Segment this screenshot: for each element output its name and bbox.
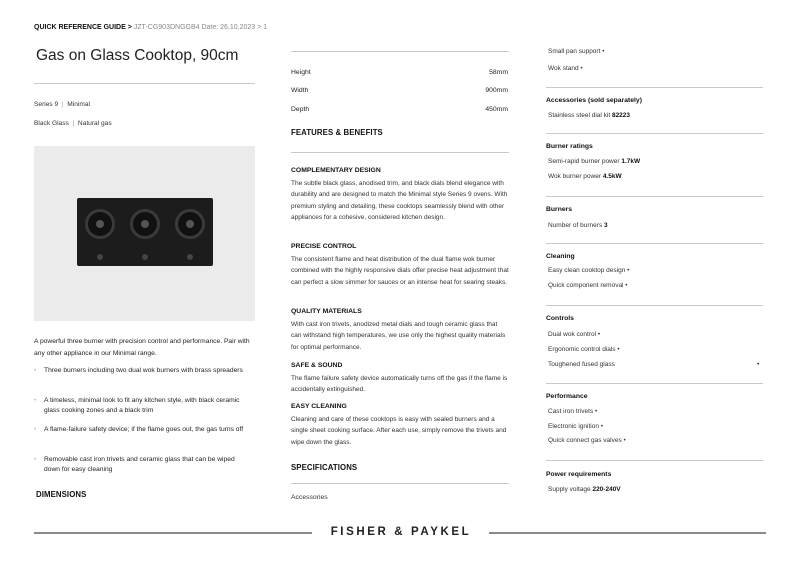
controls-heading: Controls: [546, 315, 574, 322]
controls-item: Ergonomic control dials •: [548, 346, 620, 353]
feature-title: QUALITY MATERIALS: [291, 308, 362, 315]
dimension-value: 900mm: [485, 87, 508, 94]
feature-bullet: • Three burners including two dual wok burners with brass spreaders: [34, 366, 249, 376]
dial-kit-value: 82223: [611, 112, 631, 119]
wok-power-value: 4.5kW: [602, 173, 622, 180]
brand-logo: FISHER & PAYKEL: [330, 526, 472, 538]
dimension-label: Height: [291, 69, 311, 76]
performance-item: Quick connect gas valves •: [548, 437, 626, 444]
feature-body: The consistent flame and heat distribution of the dual flame wok burner combined with the highly responsive dials offer precise heat adjustment that can perfect a slow simmer for sauces or an intense heat for searing steaks.: [291, 256, 509, 286]
divider: [546, 133, 763, 134]
product-intro: A powerful three burner with precision control and performance. Pair with any other appliance in our Minimal range.: [34, 338, 250, 357]
cleaning-item: Easy clean cooktop design •: [548, 267, 630, 274]
semi-rapid-value: 1.7kW: [621, 158, 641, 165]
wok-power-line: [548, 173, 622, 180]
dimensions-heading: DIMENSIONS: [36, 490, 87, 499]
supply-voltage-value: 220-240V: [592, 486, 621, 493]
dimension-label: Depth: [291, 106, 310, 113]
dial-icon: [187, 254, 193, 260]
feature-body: The flame failure safety device automatically turns off the gas if the flame is accidentally extinguished.: [291, 375, 508, 394]
divider: [546, 196, 763, 197]
cooktop-illustration: [77, 198, 213, 266]
divider: [546, 243, 763, 244]
footer-line: [489, 532, 766, 534]
feature-body: The subtle black glass, anodised trim, and black dials blend elegance with durability and are designed to match the Minimal style Series 9 ovens. With premium styling and detailing, these cooktops seamlessly blend with other appliances for a cohesive, considered kitchen design.: [291, 180, 508, 222]
feature-bullet: • A timeless, minimal look to fit any kitchen style, with black ceramic glass cooking zones and a black trim: [34, 396, 249, 415]
burner-icon: [85, 209, 115, 239]
guide-label: QUICK REFERENCE GUIDE >: [34, 24, 132, 31]
specifications-heading: SPECIFICATIONS: [291, 463, 358, 472]
dial-icon: [97, 254, 103, 260]
burner-icon: [130, 209, 160, 239]
controls-item: Dual wok control •: [548, 331, 601, 338]
dial-kit-line: [548, 112, 630, 119]
controls-item: Toughened fused glass: [548, 361, 615, 368]
cleaning-heading: Cleaning: [546, 253, 575, 260]
dial-kit-label: Stainless steel dial kit: [548, 112, 611, 119]
divider: [546, 87, 763, 88]
power-heading: Power requirements: [546, 471, 612, 478]
dimension-row: [291, 69, 508, 76]
dimension-row: [291, 87, 508, 94]
cleaning-item: Quick component removal •: [548, 282, 628, 289]
feature-bullet: • A flame-failure safety device; if the flame goes out, the gas turns off: [34, 425, 249, 435]
controls-mark: •: [757, 361, 760, 368]
supply-voltage-line: [548, 486, 621, 493]
dimension-row: [291, 106, 508, 113]
features-heading: FEATURES & BENEFITS: [291, 128, 383, 137]
burner-icon: [175, 209, 205, 239]
accessory-item: Wok stand •: [548, 65, 583, 72]
sold-separately-heading: Accessories (sold separately): [546, 97, 642, 104]
performance-heading: Performance: [546, 393, 588, 400]
feature-title: EASY CLEANING: [291, 403, 347, 410]
divider: [34, 83, 255, 84]
performance-item: Electronic ignition •: [548, 423, 604, 430]
accessories-label: Accessories: [291, 494, 328, 501]
finish-line: Black Glass | Natural gas: [34, 120, 112, 127]
series-label: Series 9: [34, 101, 59, 108]
feature-body: With cast iron trivets, anodized metal dials and tough ceramic glass that can withstand high temperatures, we use only the highest quality materials for optimal performance.: [291, 321, 506, 351]
burner-count-line: [548, 222, 608, 229]
burner-count-value: 3: [604, 222, 608, 229]
feature-bullet: • Removable cast iron trivets and ceramic glass that can be wiped down for easy cleaning: [34, 455, 249, 474]
feature-title: PRECISE CONTROL: [291, 243, 357, 250]
fuel-label: Natural gas: [77, 120, 112, 127]
divider: [546, 305, 763, 306]
burner-ratings-heading: Burner ratings: [546, 143, 593, 150]
divider: [291, 483, 509, 484]
divider: [546, 383, 763, 384]
feature-title: SAFE & SOUND: [291, 362, 343, 369]
dial-icon: [142, 254, 148, 260]
feature-body: Cleaning and care of these cooktops is easy with sealed burners and a single sheet cooking surface. After each use, simply remove the trivets and wipe down the glass.: [291, 416, 507, 446]
document-header: [34, 24, 267, 31]
product-image: [34, 146, 255, 321]
dimension-label: Width: [291, 87, 309, 94]
product-title: Gas on Glass Cooktop, 90cm: [36, 47, 239, 64]
semi-rapid-label: Semi-rapid burner power: [548, 158, 620, 165]
doc-reference: JZT-CG903DNGGB4 Date: 26.10.2023 >: [133, 24, 262, 31]
supply-voltage-label: Supply voltage: [548, 486, 591, 493]
divider: [546, 460, 763, 461]
style-label: Minimal: [67, 101, 90, 108]
burners-heading: Burners: [546, 206, 573, 213]
page-number: 1: [263, 24, 268, 31]
divider: [291, 152, 509, 153]
accessory-item: Small pan support •: [548, 48, 605, 55]
semi-rapid-line: [548, 158, 640, 165]
series-line: Series 9 | Minimal: [34, 101, 90, 108]
divider: [291, 51, 509, 52]
dimension-value: 58mm: [489, 69, 508, 76]
burner-count-label: Number of burners: [548, 222, 603, 229]
dimension-value: 450mm: [485, 106, 508, 113]
performance-item: Cast iron trivets •: [548, 408, 598, 415]
finish-label: Black Glass: [34, 120, 69, 127]
feature-title: COMPLEMENTARY DESIGN: [291, 167, 381, 174]
wok-power-label: Wok burner power: [548, 173, 601, 180]
